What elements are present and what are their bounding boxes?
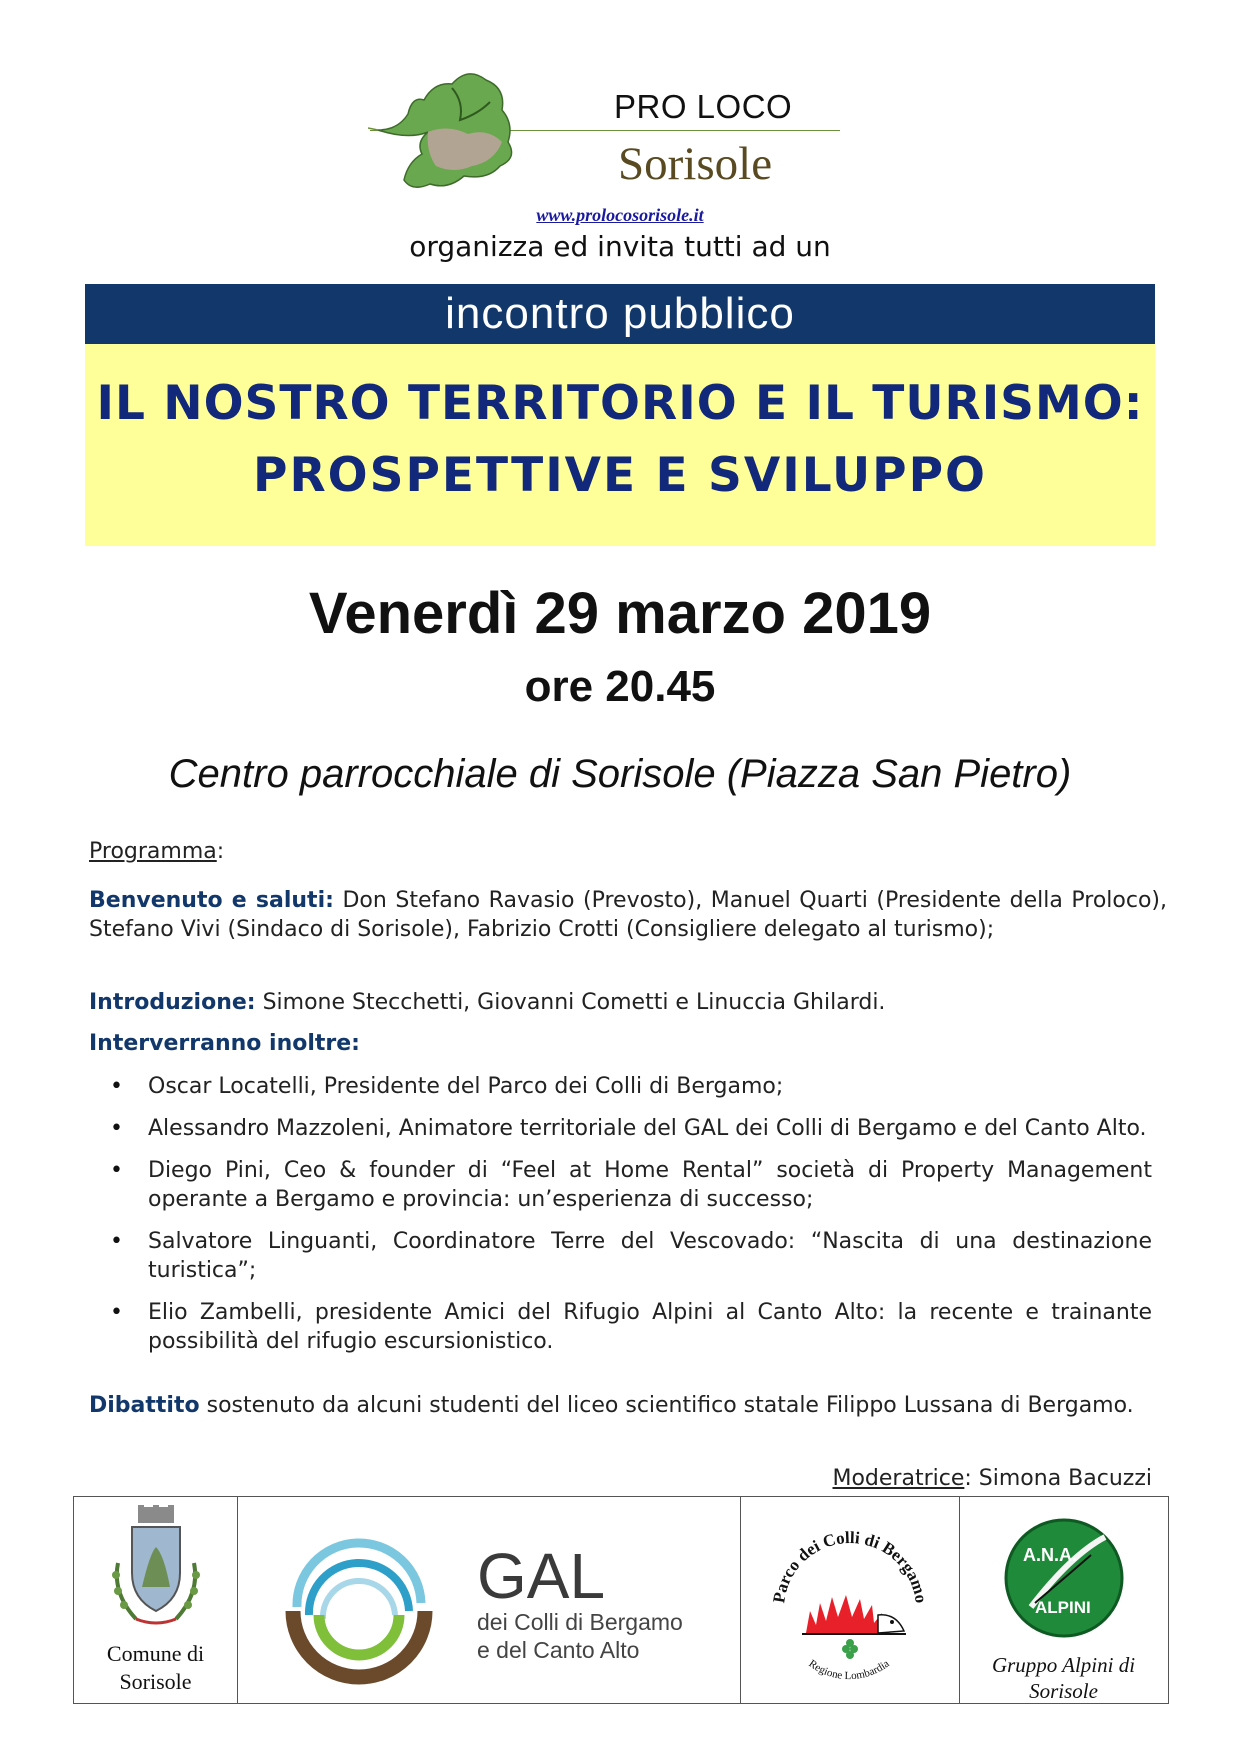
comune-caption-line-1: Comune di <box>106 1641 205 1666</box>
gal-subtitle-line-1: dei Colli di Bergamo <box>477 1609 683 1635</box>
debate-label: Dibattito <box>89 1393 200 1418</box>
gal-title: GAL <box>477 1540 606 1612</box>
partner-logos-table <box>73 1496 1169 1704</box>
website-link[interactable]: www.prolocosorisole.it <box>536 205 704 225</box>
program-heading-suffix: : <box>216 839 225 864</box>
org-name-bottom: Sorisole <box>618 138 773 190</box>
intro-label: Introduzione: <box>89 990 256 1015</box>
moderator-label: Moderatrice <box>832 1466 965 1491</box>
invite-text: organizza ed invita tutti ad un <box>409 230 831 263</box>
welcome-paragraph <box>89 886 1167 944</box>
comune-caption <box>74 1640 237 1696</box>
welcome-text: Don Stefano Ravasio (Prevosto), Manuel Quarti (Presidente della Proloco), Stefano Vivi (Sindaco di Sorisole), Fabrizio Crotti (Consigliere delegato al turismo); <box>89 888 1167 942</box>
coat-of-arms-icon <box>96 1503 216 1637</box>
parco-arc-text: Parco dei Colli di Bergamo <box>769 1527 931 1605</box>
event-title-line-1: IL NOSTRO TERRITORIO E IL TURISMO: <box>96 376 1144 431</box>
alpini-badge-top-text: A.N.A. <box>1023 1545 1077 1565</box>
debate-text: sostenuto da alcuni studenti del liceo scientifico statale Filippo Lussana di Bergamo. <box>199 1393 1134 1418</box>
alpini-badge-icon <box>1001 1515 1127 1641</box>
partner-alpini <box>959 1497 1168 1703</box>
territory-map-logo <box>368 62 548 194</box>
speakers-heading <box>89 1029 1167 1058</box>
speaker-item: • Elio Zambelli, presidente Amici del Rifugio Alpini al Canto Alto: la recente e trainante possibilità del rifugio escursionistico. <box>110 1298 1152 1356</box>
comune-caption-line-2: Sorisole <box>119 1669 192 1694</box>
partner-gal <box>237 1497 741 1703</box>
hedgehog-logo <box>754 1505 944 1695</box>
debate-paragraph <box>89 1391 1167 1420</box>
partner-comune <box>74 1497 238 1703</box>
partner-parco <box>740 1497 960 1703</box>
event-date: Venerdì 29 marzo 2019 <box>308 581 932 646</box>
event-type-banner: incontro pubblico <box>85 284 1155 344</box>
intro-text: Simone Stecchetti, Giovanni Cometti e Linuccia Ghilardi. <box>255 990 886 1015</box>
org-name-top: PRO LOCO <box>614 88 793 125</box>
title-banner <box>85 344 1155 546</box>
svg-text:Parco dei Colli di Bergamo <box>769 1528 931 1604</box>
moderator-name: : Simona Bacuzzi <box>964 1466 1152 1491</box>
speaker-item: • Oscar Locatelli, Presidente del Parco dei Colli di Bergamo; <box>110 1072 1152 1101</box>
svg-text:Regione Lombardia <box>806 1658 891 1683</box>
event-place: Centro parrocchiale di Sorisole (Piazza San Pietro) <box>168 752 1072 796</box>
parco-bottom-text: Regione Lombardia <box>806 1657 892 1683</box>
event-title-line-2: PROSPETTIVE E SVILUPPO <box>253 448 987 503</box>
speaker-item: • Salvatore Linguanti, Coordinatore Terre del Vescovado: “Nascita di una destinazione turistica”; <box>110 1227 1152 1285</box>
program-heading <box>89 837 1167 866</box>
gal-rings-logo <box>283 1515 433 1685</box>
gal-subtitle-line-2: e del Canto Alto <box>477 1637 640 1663</box>
alpini-caption-line-1: Gruppo Alpini di <box>991 1653 1136 1677</box>
speakers-list <box>110 1072 1152 1369</box>
speaker-item: • Alessandro Mazzoleni, Animatore territoriale del GAL dei Colli di Bergamo e del Canto Alto. <box>110 1114 1152 1143</box>
alpini-badge-bottom-text: ALPINI <box>1035 1598 1091 1617</box>
alpini-caption <box>959 1652 1168 1704</box>
alpini-caption-line-2: Sorisole <box>1029 1679 1098 1703</box>
intro-paragraph <box>89 988 1167 1017</box>
clover-icon <box>842 1639 858 1659</box>
speaker-item: • Diego Pini, Ceo & founder di “Feel at Home Rental” società di Property Management operante a Bergamo e provincia: un’esperienza di successo; <box>110 1156 1152 1214</box>
welcome-label: Benvenuto e saluti: <box>89 888 334 913</box>
speakers-label: Interverranno inoltre: <box>89 1031 360 1056</box>
event-time: ore 20.45 <box>524 662 716 711</box>
moderator-line <box>700 1466 1152 1491</box>
program-heading-label: Programma <box>89 839 217 864</box>
